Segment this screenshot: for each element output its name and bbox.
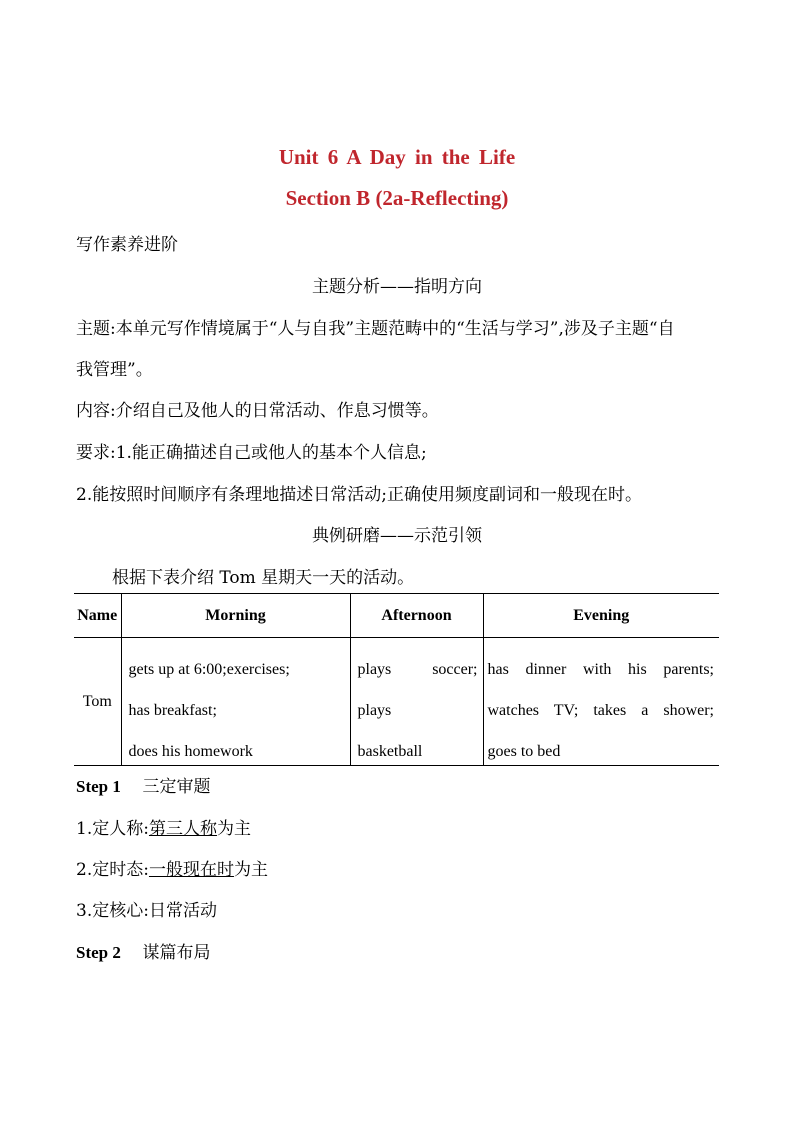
analysis-heading: 主题分析——指明方向 xyxy=(312,277,482,297)
item1-prefix: 1.定人称: xyxy=(76,819,149,839)
item2-suffix: 为主 xyxy=(233,860,268,880)
step1-item1 xyxy=(76,814,251,839)
item1-suffix: 为主 xyxy=(216,819,251,839)
afternoon-line: basketball xyxy=(357,743,423,760)
morning-line: has breakfast; xyxy=(128,702,217,719)
afternoon-line: plays soccer; xyxy=(357,661,478,678)
item2-underlined: 一般现在时 xyxy=(148,860,234,880)
item2-prefix: 2.定时态: xyxy=(76,860,149,880)
afternoon-line: plays xyxy=(357,702,392,719)
theme-line-2: 我管理”。 xyxy=(76,360,153,380)
cell-evening xyxy=(483,638,719,766)
requirement-line-2: 2.能按照时间顺序有条理地描述日常活动;正确使用频度副词和一般现在时。 xyxy=(76,485,642,505)
step2-heading xyxy=(76,938,211,963)
section-heading: 写作素养进阶 xyxy=(76,235,178,255)
step1-label: Step 1 xyxy=(76,777,121,796)
section-title: Section B (2a-Reflecting) xyxy=(285,186,509,210)
theme-line-1: 主题:本单元写作情境属于“人与自我”主题范畴中的“生活与学习”,涉及子主题“自 xyxy=(76,319,675,339)
table-row xyxy=(74,638,719,766)
evening-line: watches TV; takes a shower; xyxy=(487,702,714,719)
content-line: 内容:介绍自己及他人的日常活动、作息习惯等。 xyxy=(76,401,439,421)
step2-label: Step 2 xyxy=(76,943,121,962)
header-name: Name xyxy=(74,594,121,638)
step1-item3: 3.定核心:日常活动 xyxy=(76,901,217,921)
cell-name: Tom xyxy=(74,638,121,766)
header-evening: Evening xyxy=(483,594,719,638)
requirement-line-1: 要求:1.能正确描述自己或他人的基本个人信息; xyxy=(76,443,427,463)
activity-table xyxy=(74,593,719,766)
unit-title: Unit 6 A Day in the Life xyxy=(278,145,516,169)
cell-morning xyxy=(121,638,350,766)
example-heading: 典例研磨——示范引领 xyxy=(312,526,482,546)
step1-text: 三定审题 xyxy=(142,777,211,797)
task-prompt: 根据下表介绍 Tom 星期天一天的活动。 xyxy=(112,568,415,588)
item1-underlined: 第三人称 xyxy=(148,819,217,839)
header-morning: Morning xyxy=(121,594,350,638)
morning-line: gets up at 6:00;exercises; xyxy=(128,661,290,678)
table-header-row xyxy=(74,594,719,638)
evening-line: goes to bed xyxy=(487,743,561,760)
step1-item2 xyxy=(76,855,268,880)
step2-text: 谋篇布局 xyxy=(142,943,211,963)
cell-afternoon xyxy=(350,638,483,766)
header-afternoon: Afternoon xyxy=(350,594,483,638)
evening-line: has dinner with his parents; xyxy=(487,661,714,678)
morning-line: does his homework xyxy=(128,743,253,760)
step1-heading xyxy=(76,772,211,797)
